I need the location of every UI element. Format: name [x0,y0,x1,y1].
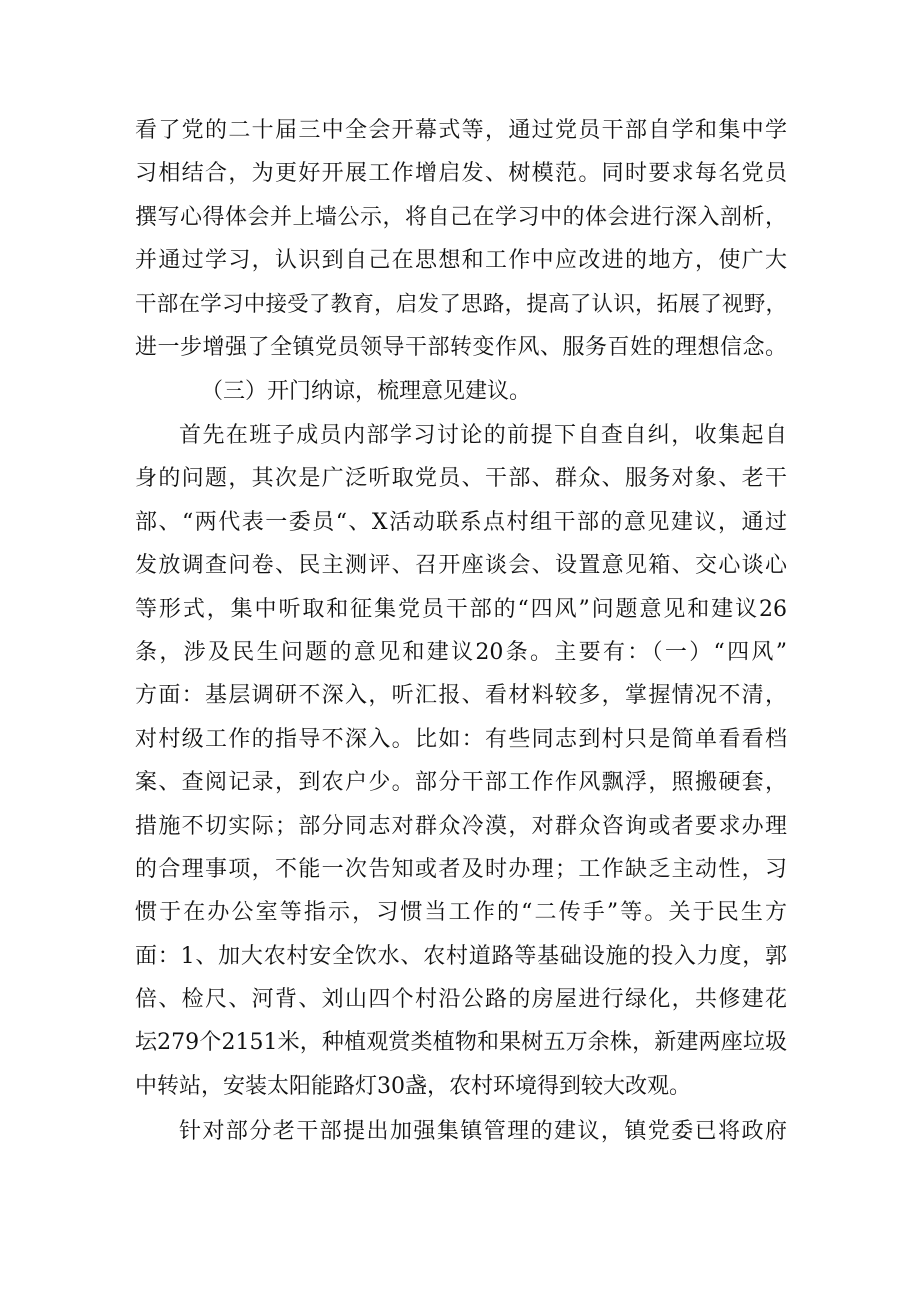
text-line: 的合理事项，不能一次告知或者及时办理；工作缺乏主动性，习 [135,856,787,882]
text-line: 干部在学习中接受了教育，启发了思路，提高了认识，拓展了视野， [135,291,787,317]
text-line: 案、查阅记录，到农户少。部分干部工作作风飘浮，照搬硬套， [135,770,787,796]
text-line: 部、“两代表一委员“、X活动联系点村组干部的意见建议，通过 [135,509,787,535]
text-line: 面：1、加大农村安全饮水、农村道路等基础设施的投入力度，郭 [135,943,787,969]
text-line: 坛279个2151米，种植观赏类植物和果树五万余株，新建两座垃圾 [135,1030,787,1056]
text-line: 中转站，安装太阳能路灯30盏，农村环境得到较大改观。 [135,1073,691,1099]
text-line: 撰写心得体会并上墙公示，将自己在学习中的体会进行深入剖析， [135,204,787,230]
paragraph-main [135,414,787,1108]
section-heading-block [135,370,787,413]
text-line: 倍、检尺、河背、刘山四个村沿公路的房屋进行绿化，共修建花 [135,987,787,1013]
text-line: 条，涉及民生问题的意见和建议20条。主要有：（一）“四风” [135,639,787,665]
text-line: 措施不切实际；部分同志对群众冷漠，对群众咨询或者要求办理 [135,813,787,839]
text-line: 发放调查问卷、民主测评、召开座谈会、设置意见箱、交心谈心 [135,553,787,579]
text-line: 看了党的二十届三中全会开幕式等，通过党员干部自学和集中学 [135,118,787,143]
text-line: 惯于在办公室等指示，习惯当工作的“二传手”等。关于民生方 [135,900,787,926]
text-line: 进一步增强了全镇党员领导干部转变作风、服务百姓的理想信念。 [135,334,787,360]
text-line: 对村级工作的指导不深入。比如：有些同志到村只是简单看看档 [135,726,787,752]
text-line: 并通过学习，认识到自己在思想和工作中应改进的地方，使广大 [135,248,787,274]
text-line: 首先在班子成员内部学习讨论的前提下自查自纠，收集起自 [179,423,787,448]
section-heading: （三）开门纳谅，梳理意见建议。 [201,379,532,404]
text-line: 身的问题，其次是广泛听取党员、干部、群众、服务对象、老干 [135,466,787,492]
text-line: 等形式，集中听取和征集党员干部的“四风”问题意见和建议26 [135,596,787,622]
text-line: 方面：基层调研不深入，听汇报、看材料较多，掌握情况不清， [135,683,787,709]
paragraph-next [135,1110,787,1153]
text-line: 针对部分老干部提出加强集镇管理的建议，镇党委已将政府 [179,1119,787,1144]
paragraph-continuation [135,109,787,369]
text-line: 习相结合，为更好开展工作增启发、树模范。同时要求每名党员 [135,161,787,187]
